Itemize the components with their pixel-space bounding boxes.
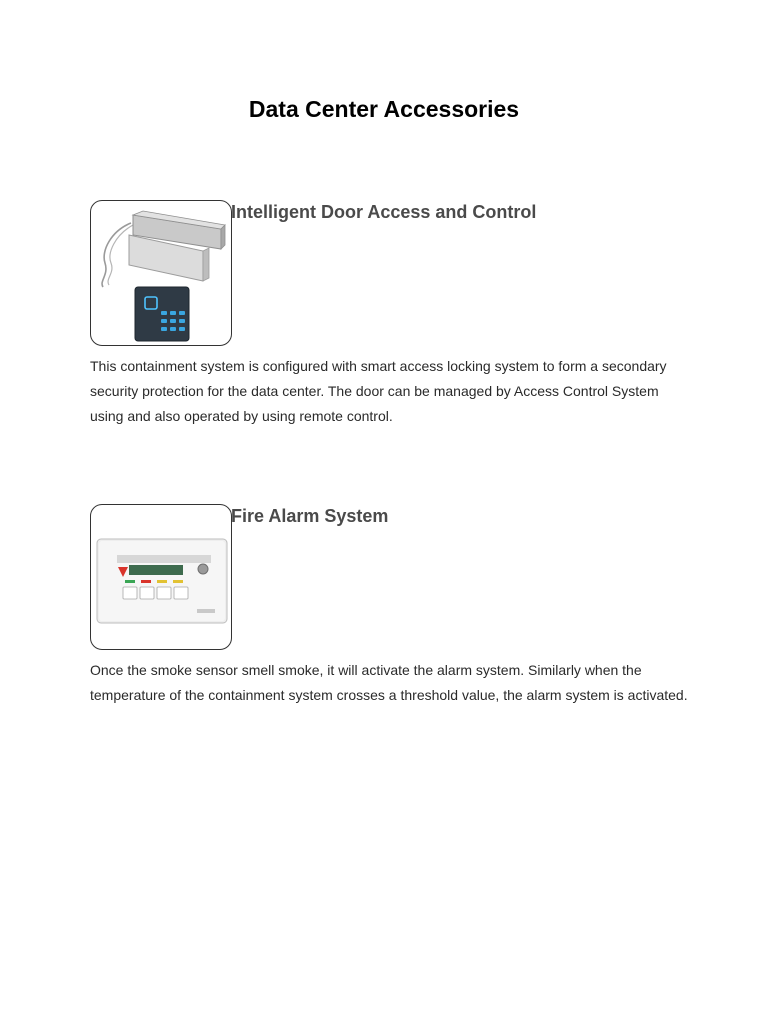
page-title: Data Center Accessories xyxy=(248,96,520,122)
section-body-fire-alarm: Once the smoke sensor smell smoke, it will activate the alarm system. Similarly when the temperature of the containment system crosses a threshold value, the alarm system is activated. xyxy=(90,662,688,703)
fire-alarm-panel-image-icon xyxy=(90,504,232,650)
section-heading-door-access: Intelligent Door Access and Control xyxy=(231,202,537,222)
section-heading-fire-alarm: Fire Alarm System xyxy=(231,506,389,526)
door-access-image-icon xyxy=(90,200,232,346)
section-body-door-access: This containment system is configured with smart access locking system to form a secondary security protection for the data center. The door can be managed by Access Control System using and also operated by using remote control. xyxy=(90,358,667,424)
